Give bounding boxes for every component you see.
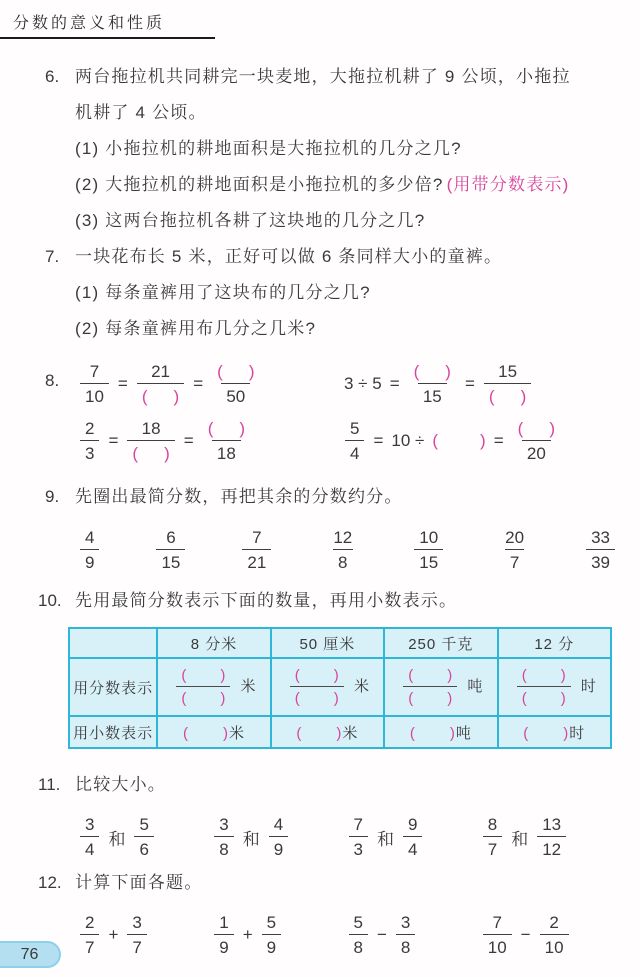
blank-parens: ( ) [294, 667, 339, 684]
fraction: $\frac{( )}{15}$ [413, 361, 451, 406]
page-number-badge: 76 [0, 941, 61, 968]
fraction: $\frac{2}{10}$ [540, 914, 569, 956]
blank-parens: ( ) [296, 724, 343, 742]
p8-equation-2 [340, 363, 536, 405]
fraction: $\frac{3}{8}$ [214, 816, 233, 858]
blank-parens: ( ) [217, 361, 255, 381]
fraction: $\frac{6}{15}$ [156, 529, 185, 571]
calculation-expression [75, 914, 209, 956]
connector-label: 和 [376, 829, 394, 849]
problem-10 [38, 583, 612, 749]
blank-parens: ( ) [409, 724, 456, 742]
p6-item-2: (2) 大拖拉机的耕地面积是小拖拉机的多少倍? (用带分数表示) [75, 175, 570, 194]
problem-6 [45, 59, 612, 239]
p12-title: 12. 计算下面各题。 [75, 865, 612, 901]
fraction: $\frac{8}{7}$ [483, 816, 502, 858]
fraction: $\frac{7}{10}$ [80, 363, 109, 405]
fraction: $\frac{1}{9}$ [214, 914, 233, 956]
p9-title: 9. 先圈出最简分数，再把其余的分数约分。 [75, 479, 612, 515]
p8-row-1 [45, 355, 612, 412]
problem-7 [45, 239, 612, 347]
operator-sign: + [242, 925, 253, 944]
unit-label: 时 [569, 724, 586, 742]
blank-parens: ( ) [408, 667, 453, 684]
fraction: $\frac{3}{7}$ [127, 914, 146, 956]
operator-text: 10 ÷ [391, 430, 425, 450]
blank-parens: ( ) [413, 361, 451, 381]
fraction: $\frac{15}{( )}$ [484, 363, 531, 405]
fraction: $\frac{3}{4}$ [80, 816, 99, 858]
title-underline [0, 37, 215, 39]
blank-parens: ( ) [294, 690, 339, 707]
fraction: $\frac{4}{9}$ [269, 816, 288, 858]
p6-number: 6. [45, 67, 60, 86]
equals-sign: = [183, 430, 194, 450]
equals-sign: = [117, 373, 128, 393]
fraction: $\frac{( )}{50}$ [217, 361, 255, 406]
calculation-expression [478, 914, 612, 956]
p6-item-3: (3) 这两台拖拉机各耕了这块地的几分之几? [75, 211, 426, 230]
p8-number: 8. [45, 371, 60, 390]
operator-sign: − [520, 925, 531, 944]
fraction: $\frac{3}{8}$ [396, 914, 415, 956]
table-header-cell: 8 分米 [157, 628, 270, 658]
fraction: $\frac{( )}{20}$ [517, 418, 555, 463]
p9-fraction-list [75, 523, 612, 577]
fraction: $\frac{2}{3}$ [80, 420, 99, 462]
calculation-expression [209, 914, 343, 956]
unit-label: 米 [235, 677, 257, 695]
fraction: $\frac{7}{3}$ [349, 816, 368, 858]
fraction-blank-cell [271, 658, 384, 716]
calculation-expression [344, 914, 478, 956]
p12-number: 12. [38, 873, 62, 892]
p6-item-2-note: (用带分数表示) [446, 175, 570, 194]
operator-sign: − [376, 925, 387, 944]
decimal-blank-cell [384, 716, 497, 748]
problem-9 [45, 479, 612, 577]
table-header-cell: 250 千克 [384, 628, 497, 658]
unit-label: 米 [348, 677, 370, 695]
operator-text: 3 ÷ 5 [344, 373, 382, 393]
problem-11 [38, 767, 612, 865]
fraction: $\frac{5}{9}$ [262, 914, 281, 956]
row-label: 用分数表示 [69, 658, 157, 716]
p11-title: 11. 比较大小。 [75, 767, 612, 803]
fraction-blank-cell [498, 658, 611, 716]
equals-sign: = [373, 430, 384, 450]
comparison-pair [344, 816, 478, 858]
table-header-cell: 12 分 [498, 628, 611, 658]
equals-sign: = [108, 430, 119, 450]
fraction-blank-cell [157, 658, 270, 716]
equals-sign: = [193, 373, 204, 393]
fraction: $\frac{12}{8}$ [333, 528, 353, 572]
row-label: 用小数表示 [69, 716, 157, 748]
p7-line-1: 7. 一块花布长 5 米，正好可以做 6 条同样大小的童裤。 [75, 239, 612, 275]
equals-sign: = [389, 373, 400, 393]
p8-equation-4 [340, 420, 565, 462]
p9-number: 9. [45, 487, 60, 506]
fraction: $\frac{2}{7}$ [80, 914, 99, 956]
connector-label: 和 [242, 829, 260, 849]
p8-row-2 [75, 412, 612, 469]
fraction: $\frac{7}{21}$ [242, 529, 271, 571]
fraction: $\frac{9}{4}$ [403, 816, 422, 858]
fraction: $\frac{5}{6}$ [134, 816, 153, 858]
fraction: $\frac{21}{( )}$ [137, 363, 184, 405]
fraction: $\frac{4}{9}$ [80, 529, 99, 571]
fraction: $\frac{18}{( )}$ [127, 420, 174, 462]
p11-pairs [75, 809, 612, 865]
p6-line-2: 机耕了 4 公顷。 [75, 103, 207, 122]
blank-parens: ( ) [141, 386, 180, 406]
unit-label: 时 [575, 677, 597, 695]
equals-sign: = [493, 430, 504, 450]
blank-parens: ( ) [182, 724, 229, 742]
fraction [517, 668, 571, 706]
decimal-blank-cell [271, 716, 384, 748]
page-title: 分数的意义和性质 [13, 15, 166, 32]
fraction: $\frac{5}{4}$ [345, 420, 364, 462]
blank-parens: ( ) [521, 690, 566, 707]
problem-12 [38, 865, 612, 963]
decimal-blank-cell [157, 716, 270, 748]
unit-label: 米 [342, 724, 359, 742]
p7-item-1: (1) 每条童裤用了这块布的几分之几? [75, 283, 371, 302]
blank-parens: ( ) [432, 430, 486, 450]
fraction: $\frac{20}{7}$ [505, 528, 525, 572]
unit-label: 米 [228, 724, 245, 742]
fraction: $\frac{7}{10}$ [483, 914, 512, 956]
blank-parens: ( ) [207, 418, 246, 438]
p10-number: 10. [38, 591, 62, 610]
table-corner-cell [69, 628, 157, 658]
operator-sign: + [108, 925, 119, 944]
fraction: $\frac{13}{12}$ [537, 816, 566, 858]
blank-parens: ( ) [488, 386, 527, 406]
fraction [403, 668, 457, 706]
fraction [176, 668, 230, 706]
p7-number: 7. [45, 247, 60, 266]
unit-label: 吨 [462, 677, 484, 695]
table-header-cell: 50 厘米 [271, 628, 384, 658]
fraction: $\frac{10}{15}$ [414, 529, 443, 571]
decimal-blank-cell [498, 716, 611, 748]
problem-8 [45, 355, 612, 469]
fraction [290, 668, 344, 706]
comparison-pair [209, 816, 343, 858]
quantity-table [75, 627, 612, 749]
connector-label: 和 [511, 829, 529, 849]
p8-equation-1 [75, 363, 340, 405]
fraction: $\frac{33}{39}$ [586, 529, 615, 571]
p11-number: 11. [38, 775, 61, 794]
equals-sign: = [464, 373, 475, 393]
blank-parens: ( ) [517, 418, 555, 438]
connector-label: 和 [108, 829, 126, 849]
unit-label: 吨 [455, 724, 472, 742]
comparison-pair [75, 816, 209, 858]
blank-parens: ( ) [181, 667, 226, 684]
p6-item-1: (1) 小拖拉机的耕地面积是大拖拉机的几分之几? [75, 139, 462, 158]
fraction-blank-cell [384, 658, 497, 716]
blank-parens: ( ) [408, 690, 453, 707]
blank-parens: ( ) [132, 443, 170, 463]
blank-parens: ( ) [521, 667, 566, 684]
blank-parens: ( ) [181, 690, 226, 707]
fraction: $\frac{5}{8}$ [349, 914, 368, 956]
quantity-table-grid [68, 627, 612, 749]
comparison-pair [478, 816, 612, 858]
fraction: $\frac{( )}{18}$ [207, 418, 246, 463]
p10-title: 10. 先用最简分数表示下面的数量，再用小数表示。 [75, 583, 612, 619]
p12-expressions [75, 907, 612, 963]
p6-line-1: 6. 两台拖拉机共同耕完一块麦地，大拖拉机耕了 9 公顷，小拖拉 [75, 59, 612, 95]
p8-equation-3 [75, 420, 340, 462]
blank-parens: ( ) [523, 724, 570, 742]
p7-item-2: (2) 每条童裤用布几分之几米? [75, 319, 317, 338]
